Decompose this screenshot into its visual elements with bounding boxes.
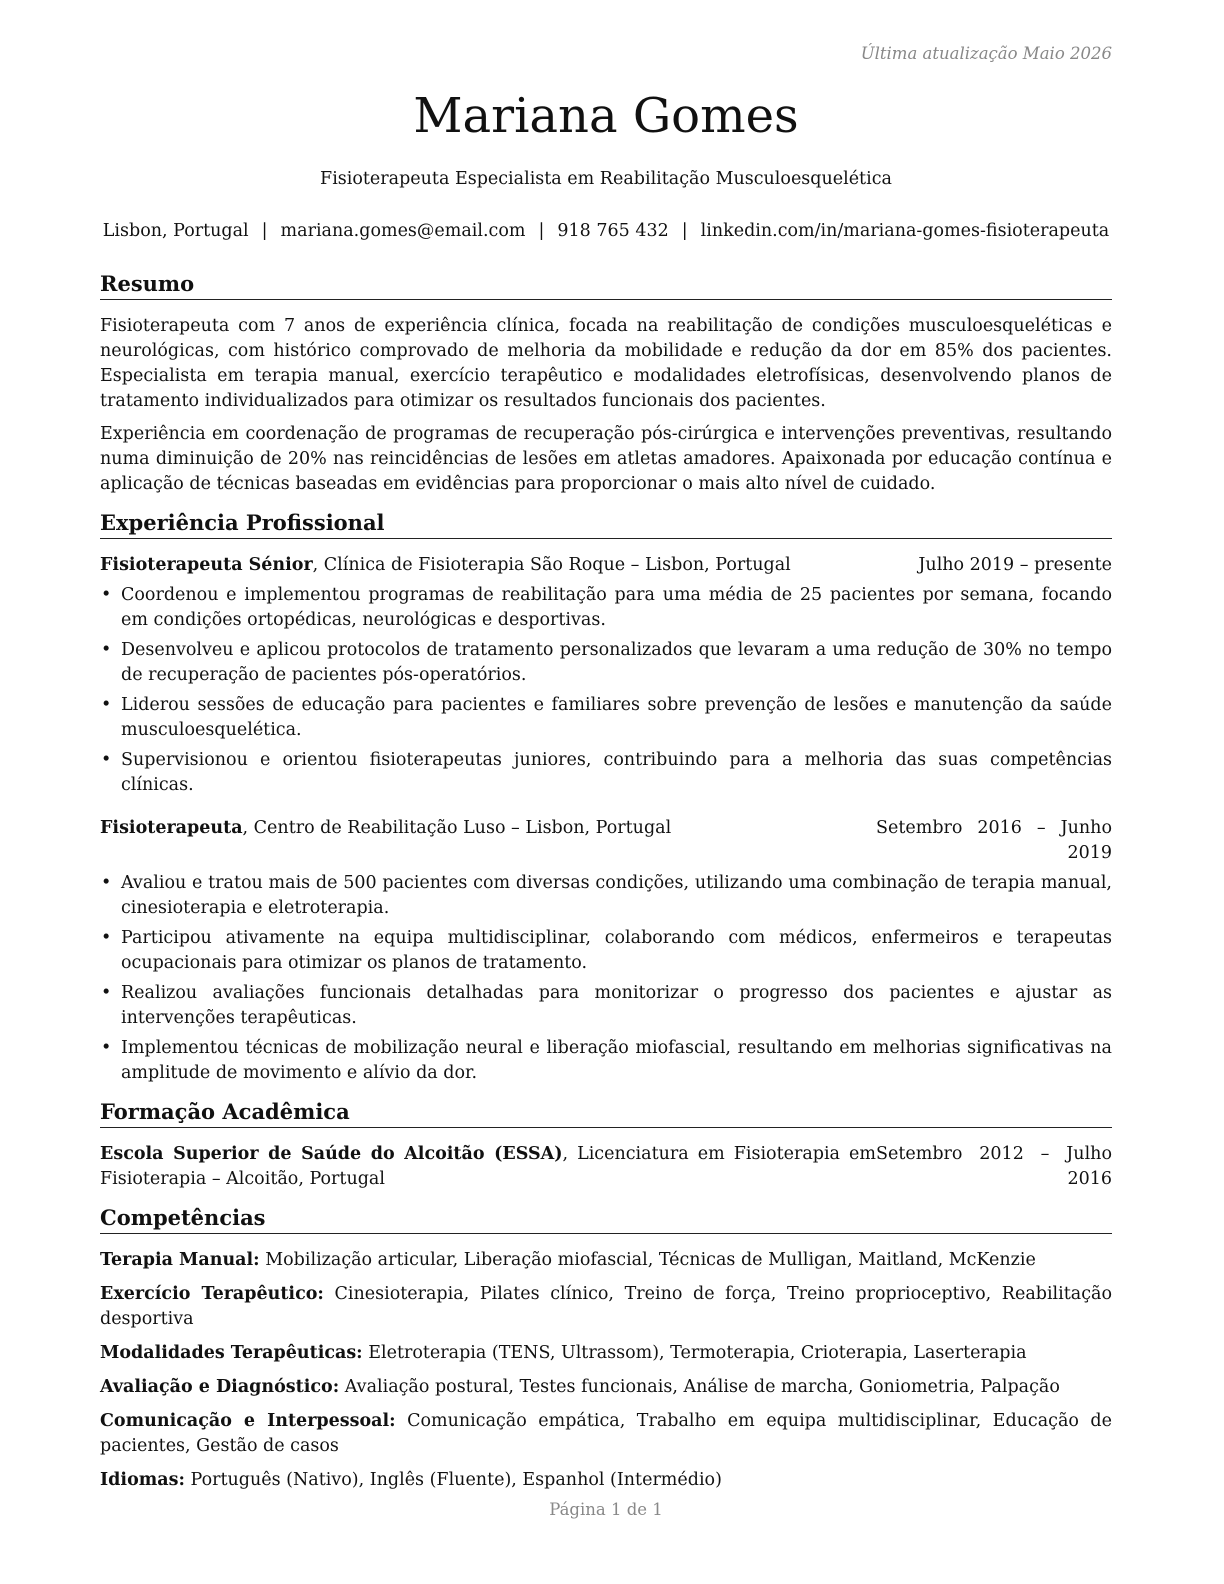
job-entry — [100, 816, 1112, 1086]
experience-section — [100, 509, 1112, 1086]
candidate-name: Mariana Gomes — [413, 88, 799, 144]
degree: , Licenciatura em Fisioterapia em Fisioterapia – Alcoitão, Portugal — [100, 1144, 876, 1189]
skill-row — [100, 1375, 1112, 1400]
separator: | — [538, 221, 545, 241]
skill-label: Comunicação e Interpessoal: — [100, 1411, 396, 1431]
summary-paragraph: Experiência em coordenação de programas de recuperação pós-cirúrgica e intervenções preventivas, resultando numa diminuição de 20% nas reincidências de lesões em atletas amadores. Apaixonada por educação contínua e aplicação de técnicas baseadas em evidências para proporcionar o mais alto nível de cuidado. — [100, 424, 1112, 494]
skill-row — [100, 1341, 1112, 1366]
section-title: Competências — [100, 1204, 1112, 1234]
last-updated: Última atualização Maio 2026 — [860, 44, 1112, 63]
job-organization: , Centro de Reabilitação Luso – Lisbon, Portugal — [242, 818, 672, 838]
skill-row — [100, 1409, 1112, 1459]
resume-page — [100, 0, 1112, 1584]
bullet-item: • Desenvolveu e aplicou protocolos de tratamento personalizados que levaram a uma redução de 30% no tempo de recuperação de pacientes pós-operatórios. — [100, 638, 1112, 688]
job-title-line — [100, 816, 876, 841]
skill-value: Mobilização articular, Liberação miofascial, Técnicas de Mulligan, Maitland, McKenzie — [265, 1250, 1036, 1270]
summary-paragraph: Fisioterapeuta com 7 anos de experiência clínica, focada na reabilitação de condições musculoesqueléticas e neurológicas, com histórico comprovado de melhoria da mobilidade e redução da dor em 85% dos pacientes. Especialista em terapia manual, exercício terapêutico e modalidades eletrofísicas, desenvolvendo planos de tratamento individualizados para otimizar os resultados funcionais dos pacientes. — [100, 316, 1112, 411]
job-role: Fisioterapeuta — [100, 818, 243, 838]
skill-label: Exercício Terapêutico: — [100, 1284, 324, 1304]
job-role: Fisioterapeuta Sénior — [100, 555, 313, 575]
skills-section — [100, 1204, 1112, 1493]
skill-value: Português (Nativo), Inglês (Fluente), Espanhol (Intermédio) — [190, 1470, 722, 1490]
section-title: Resumo — [100, 270, 1112, 300]
education-header — [100, 1142, 1112, 1192]
bullet-item: • Implementou técnicas de mobilização neural e liberação miofascial, resultando em melhorias significativas na amplitude de movimento e alívio da dor. — [100, 1036, 1112, 1086]
location: Lisbon, Portugal — [102, 221, 249, 241]
skill-label: Modalidades Terapêuticas: — [100, 1343, 363, 1363]
section-title: Experiência Profissional — [100, 509, 1112, 539]
bullet-item: • Participou ativamente na equipa multidisciplinar, colaborando com médicos, enfermeiros e terapeutas ocupacionais para otimizar os planos de tratamento. — [100, 926, 1112, 976]
bullet-item: • Coordenou e implementou programas de reabilitação para uma média de 25 pacientes por semana, focando em condições ortopédicas, neurológicas e desportivas. — [100, 583, 1112, 633]
skill-label: Avaliação e Diagnóstico: — [100, 1377, 340, 1397]
skill-label: Terapia Manual: — [100, 1250, 260, 1270]
skill-value: Cinesioterapia, Pilates clínico, Treino de força, Treino proprioceptivo, Reabilitação desportiva — [100, 1284, 1112, 1329]
education-entry — [100, 1142, 1112, 1192]
email-link[interactable]: mariana.gomes@email.com — [280, 221, 526, 241]
summary-section — [100, 270, 1112, 497]
skill-value: Avaliação postural, Testes funcionais, Análise de marcha, Goniometria, Palpação — [344, 1377, 1060, 1397]
contact-line — [100, 219, 1112, 243]
job-bullets — [100, 583, 1112, 798]
bullet-item: • Supervisionou e orientou fisioterapeutas juniores, contribuindo para a melhoria das suas competências clínicas. — [100, 748, 1112, 798]
linkedin-link[interactable]: linkedin.com/in/mariana-gomes-fisioterapeuta — [700, 221, 1110, 241]
job-header — [100, 816, 1112, 866]
school-name: Escola Superior de Saúde do Alcoitão (ESSA) — [100, 1144, 563, 1164]
job-dates: Julho 2019 – presente — [918, 555, 1112, 575]
phone: 918 765 432 — [557, 221, 669, 241]
education-dates: Setembro 2012 – Julho 2016 — [876, 1144, 1112, 1189]
job-entry — [100, 553, 1112, 798]
skill-row — [100, 1282, 1112, 1332]
separator: | — [681, 221, 688, 241]
skill-label: Idiomas: — [100, 1470, 185, 1490]
section-title: Formação Acadêmica — [100, 1098, 1112, 1128]
skill-row — [100, 1248, 1112, 1273]
education-section — [100, 1098, 1112, 1192]
bullet-item: • Liderou sessões de educação para pacientes e familiares sobre prevenção de lesões e manutenção da saúde musculoesquelética. — [100, 693, 1112, 743]
job-title-line — [100, 553, 918, 578]
job-bullets — [100, 871, 1112, 1086]
job-header — [100, 553, 1112, 578]
skill-value: Eletroterapia (TENS, Ultrassom), Termoterapia, Crioterapia, Laserterapia — [368, 1343, 1027, 1363]
page-number: Página 1 de 1 — [549, 1500, 663, 1519]
job-dates: Setembro 2016 – Junho 2019 — [876, 818, 1112, 863]
bullet-item: • Realizou avaliações funcionais detalhadas para monitorizar o progresso dos pacientes e ajustar as intervenções terapêuticas. — [100, 981, 1112, 1031]
resume-content — [100, 270, 1112, 1505]
job-organization: , Clínica de Fisioterapia São Roque – Lisbon, Portugal — [312, 555, 791, 575]
bullet-item: • Avaliou e tratou mais de 500 pacientes com diversas condições, utilizando uma combinação de terapia manual, cinesioterapia e eletroterapia. — [100, 871, 1112, 921]
skill-row — [100, 1468, 1112, 1493]
separator: | — [261, 221, 268, 241]
education-line — [100, 1142, 876, 1192]
headline: Fisioterapeuta Especialista em Reabilitação Musculoesquelética — [320, 169, 892, 189]
skill-value: Comunicação empática, Trabalho em equipa multidisciplinar, Educação de pacientes, Gestão de casos — [100, 1411, 1112, 1456]
